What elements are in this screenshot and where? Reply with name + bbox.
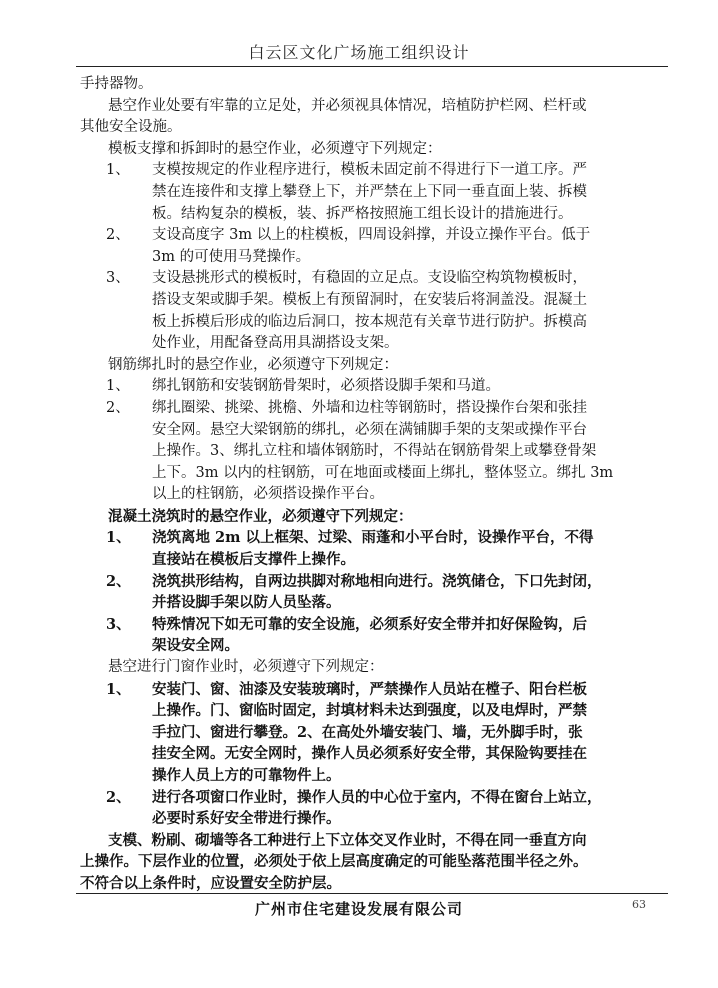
item-continuation: 搭设支架或脚手架。模板上有预留洞时，在安装后将洞盖没。混凝土 — [152, 291, 587, 308]
section-heading-formwork: 模板支撑和拆卸时的悬空作业，必须遵守下列规定： — [108, 140, 442, 157]
item-number: 2、 — [106, 227, 130, 244]
item-number: 1、 — [106, 529, 131, 547]
page-number: 63 — [632, 898, 646, 911]
text-line: 手持器物。 — [80, 76, 153, 92]
item-continuation: 上操作。3、绑扎立柱和墙体钢筋时，不得站在钢筋骨架上或攀登骨架 — [152, 443, 597, 460]
item-continuation: 板上拆模后形成的临边后洞口，按本规范有关章节进行防护。拆模高 — [152, 313, 587, 330]
document-body — [80, 74, 670, 895]
item-number: 3、 — [106, 615, 131, 633]
list-item — [80, 614, 670, 636]
list-item — [80, 268, 670, 290]
item-number: 3、 — [106, 270, 130, 287]
list-item — [80, 571, 670, 593]
item-text: 安装门、窗、油漆及安装玻璃时，严禁操作人员站在樘子、阳台栏板 — [152, 680, 587, 698]
item-continuation: 板。结构复杂的模板，装、拆严格按照施工组长设计的措施进行。 — [152, 205, 573, 222]
text-line: 其他安全设施。 — [80, 119, 182, 136]
item-continuation: 手拉门、窗进行攀登。2、在高处外墙安装门、墙，无外脚手时，张 — [152, 723, 583, 741]
list-item — [80, 527, 670, 549]
list-item — [80, 398, 670, 420]
section-heading-windows: 悬空进行门窗作业时，必须遵守下列规定： — [108, 659, 384, 676]
item-text: 浇筑拱形结构，自两边拱脚对称地相向进行。浇筑储仓，下口先封闭， — [152, 572, 602, 590]
item-number: 2、 — [106, 572, 131, 590]
paragraph-start: 悬空作业处要有牢靠的立足处，并必须视具体情况，培植防护栏网、栏杆或 — [108, 97, 587, 114]
item-continuation: 3m 的可使用马凳操作。 — [152, 248, 311, 265]
text-line: 不符合以上条件时，应设置安全防护层。 — [80, 874, 341, 892]
item-continuation: 操作人员上方的可靠物件上。 — [152, 767, 341, 784]
list-item — [80, 376, 670, 398]
item-number: 2、 — [106, 399, 130, 416]
item-continuation: 安全网。悬空大梁钢筋的绑扎，必须在满铺脚手架的支架或操作平台 — [152, 421, 587, 438]
item-number: 1、 — [106, 680, 131, 698]
item-continuation: 以上的柱钢筋，必须搭设操作平台。 — [152, 486, 384, 503]
footer-divider — [76, 893, 668, 894]
item-text: 支设高度字 3m 以上的柱模板，四周设斜撑，并设立操作平台。低于 — [152, 227, 591, 244]
item-continuation: 禁在连接件和支撑上攀登上下，并严禁在上下同一垂直面上装、拆模 — [152, 183, 587, 200]
item-text: 支设悬挑形式的模板时，有稳固的立足点。支设临空构筑物模板时， — [152, 270, 587, 287]
footer-company-name: 广州市住宅建设发展有限公司 — [254, 900, 463, 918]
item-text: 进行各项窗口作业时，操作人员的中心位于室内，不得在窗台上站立， — [152, 788, 602, 806]
list-item — [80, 160, 670, 182]
item-continuation: 并搭设脚手架以防人员坠落。 — [152, 594, 341, 612]
item-text: 支模按规定的作业程序进行，模板未固定前不得进行下一道工序。严 — [152, 162, 587, 179]
item-text: 绑扎圈梁、挑梁、挑檐、外墙和边柱等钢筋时，搭设操作台架和张挂 — [152, 399, 587, 416]
item-continuation: 处作业，用配备登高用具湖搭设支架。 — [152, 335, 399, 352]
item-number: 1、 — [106, 378, 130, 395]
item-continuation: 上操作。门、窗临时固定，封填材料未达到强度，以及电焊时，严禁 — [152, 702, 587, 720]
item-continuation: 直接站在模板后支撑件上操作。 — [152, 551, 355, 569]
section-heading-concrete: 混凝土浇筑时的悬空作业，必须遵守下列规定： — [108, 507, 413, 525]
section-heading-rebar: 钢筋绑扎时的悬空作业，必须遵守下列规定： — [108, 356, 398, 373]
item-text: 特殊情况下如无可靠的安全设施，必须系好安全带并扣好保险钩，后 — [152, 615, 587, 633]
item-continuation: 架设安全网。 — [152, 637, 239, 655]
list-item — [80, 225, 670, 247]
item-continuation: 必要时系好安全带进行操作。 — [152, 810, 341, 828]
item-number: 1、 — [106, 162, 130, 179]
header-divider — [76, 66, 668, 67]
item-number: 2、 — [106, 788, 131, 806]
item-continuation: 上下。3m 以内的柱钢筋，可在地面或楼面上绑扎，整体竖立。绑扎 3m — [152, 464, 614, 481]
item-text: 绑扎钢筋和安装钢筋骨架时，必须搭设脚手架和马道。 — [152, 378, 500, 395]
item-text: 浇筑离地 2m 以上框架、过梁、雨蓬和小平台时，设操作平台，不得 — [152, 529, 594, 547]
item-continuation: 挂安全网。无安全网时，操作人员必须系好安全带，其保险钩要挂在 — [152, 745, 587, 763]
paragraph-start: 支模、粉刷、砌墙等各工种进行上下立体交叉作业时，不得在同一垂直方向 — [108, 831, 587, 849]
list-item — [80, 787, 670, 809]
list-item — [80, 679, 670, 701]
page-header-title: 白云区文化广场施工组织设计 — [248, 43, 470, 62]
text-line: 上操作。下层作业的位置，必须处于依上层高度确定的可能坠落范围半径之外。 — [80, 853, 588, 871]
